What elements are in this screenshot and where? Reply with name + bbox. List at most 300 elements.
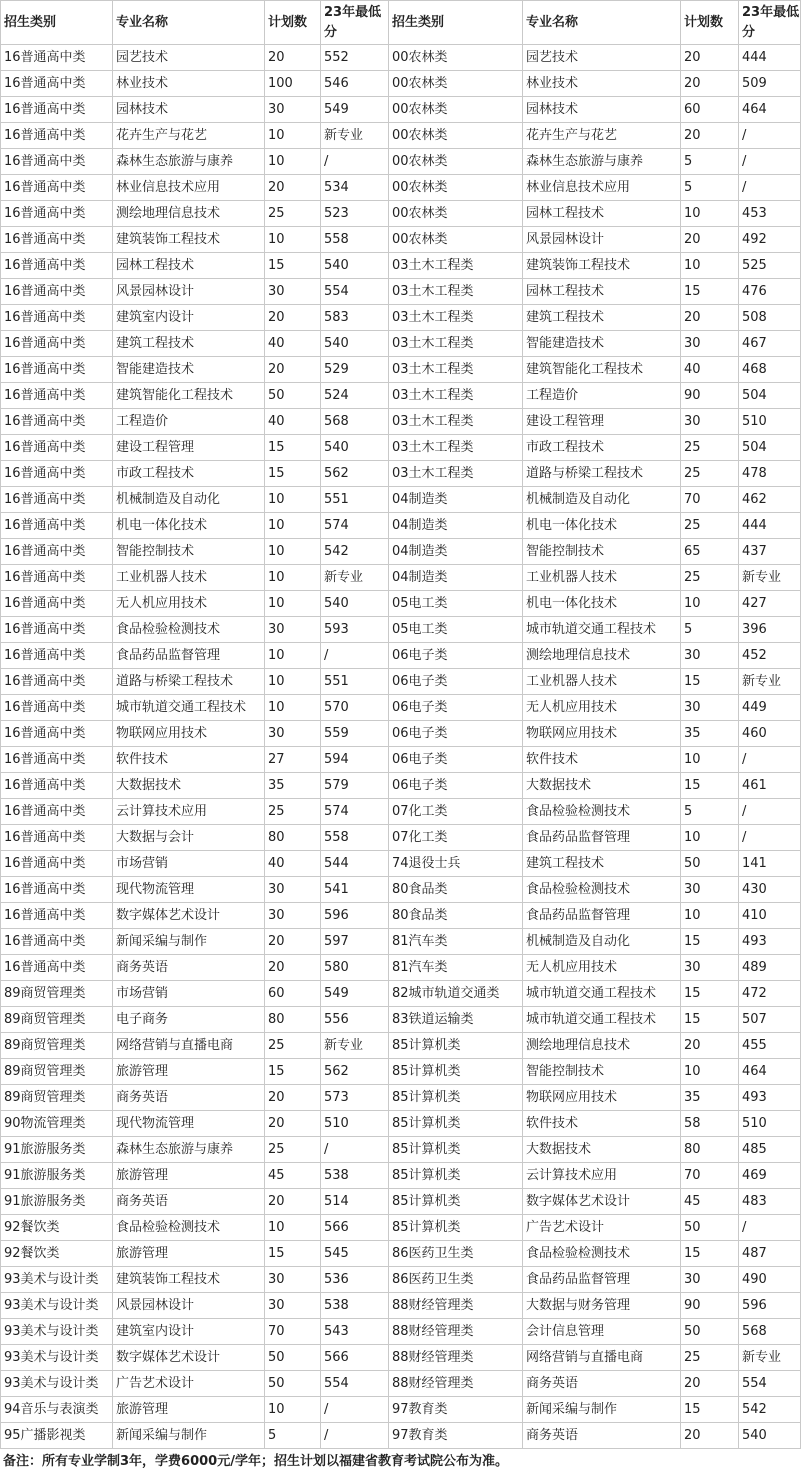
min-score-cell: 540 xyxy=(321,591,389,617)
min-score-cell: 444 xyxy=(739,45,801,71)
table-row xyxy=(1,1059,801,1085)
plan-count-cell: 45 xyxy=(265,1163,321,1189)
plan-count-cell: 50 xyxy=(265,1345,321,1371)
major-cell: 城市轨道交通工程技术 xyxy=(523,981,681,1007)
plan-count-cell: 10 xyxy=(265,643,321,669)
min-score-cell: 510 xyxy=(739,409,801,435)
table-row xyxy=(1,903,801,929)
min-score-cell: 487 xyxy=(739,1241,801,1267)
plan-count-cell: 15 xyxy=(681,279,739,305)
table-row xyxy=(1,201,801,227)
major-cell: 园林工程技术 xyxy=(113,253,265,279)
min-score-cell: / xyxy=(739,747,801,773)
header-row xyxy=(1,1,801,45)
plan-count-cell: 90 xyxy=(681,1293,739,1319)
table-row xyxy=(1,825,801,851)
plan-count-cell: 65 xyxy=(681,539,739,565)
min-score-cell: 483 xyxy=(739,1189,801,1215)
table-row xyxy=(1,1345,801,1371)
min-score-cell: 536 xyxy=(321,1267,389,1293)
min-score-cell: 593 xyxy=(321,617,389,643)
category-cell: 85计算机类 xyxy=(389,1033,523,1059)
plan-count-cell: 10 xyxy=(265,539,321,565)
category-cell: 06电子类 xyxy=(389,669,523,695)
category-cell: 89商贸管理类 xyxy=(1,981,113,1007)
table-row xyxy=(1,175,801,201)
major-cell: 商务英语 xyxy=(113,1189,265,1215)
plan-count-cell: 5 xyxy=(681,799,739,825)
major-cell: 无人机应用技术 xyxy=(113,591,265,617)
min-score-cell: 460 xyxy=(739,721,801,747)
header-min-score-right: 23年最低分 xyxy=(739,1,801,45)
min-score-cell: 558 xyxy=(321,227,389,253)
min-score-cell: 444 xyxy=(739,513,801,539)
plan-count-cell: 20 xyxy=(681,1033,739,1059)
plan-count-cell: 40 xyxy=(265,409,321,435)
min-score-cell: 544 xyxy=(321,851,389,877)
min-score-cell: 新专业 xyxy=(739,669,801,695)
table-row xyxy=(1,1033,801,1059)
header-category-left: 招生类别 xyxy=(1,1,113,45)
plan-count-cell: 58 xyxy=(681,1111,739,1137)
category-cell: 03土木工程类 xyxy=(389,409,523,435)
category-cell: 16普通高中类 xyxy=(1,383,113,409)
table-row xyxy=(1,539,801,565)
min-score-cell: / xyxy=(321,1137,389,1163)
plan-count-cell: 20 xyxy=(265,929,321,955)
major-cell: 工业机器人技术 xyxy=(523,669,681,695)
major-cell: 食品检验检测技术 xyxy=(523,877,681,903)
plan-count-cell: 20 xyxy=(265,955,321,981)
category-cell: 16普通高中类 xyxy=(1,643,113,669)
category-cell: 04制造类 xyxy=(389,539,523,565)
category-cell: 16普通高中类 xyxy=(1,617,113,643)
min-score-cell: 579 xyxy=(321,773,389,799)
category-cell: 16普通高中类 xyxy=(1,45,113,71)
min-score-cell: 504 xyxy=(739,435,801,461)
table-row xyxy=(1,617,801,643)
min-score-cell: 510 xyxy=(321,1111,389,1137)
major-cell: 市场营销 xyxy=(113,851,265,877)
major-cell: 商务英语 xyxy=(523,1423,681,1449)
category-cell: 91旅游服务类 xyxy=(1,1189,113,1215)
plan-count-cell: 30 xyxy=(681,955,739,981)
category-cell: 05电工类 xyxy=(389,617,523,643)
major-cell: 机电一体化技术 xyxy=(113,513,265,539)
category-cell: 16普通高中类 xyxy=(1,929,113,955)
plan-count-cell: 25 xyxy=(681,1345,739,1371)
min-score-cell: 549 xyxy=(321,981,389,1007)
min-score-cell: 559 xyxy=(321,721,389,747)
major-cell: 食品药品监督管理 xyxy=(523,903,681,929)
category-cell: 80食品类 xyxy=(389,877,523,903)
plan-count-cell: 25 xyxy=(681,513,739,539)
category-cell: 94音乐与表演类 xyxy=(1,1397,113,1423)
major-cell: 机电一体化技术 xyxy=(523,591,681,617)
table-row xyxy=(1,45,801,71)
min-score-cell: 523 xyxy=(321,201,389,227)
min-score-cell: / xyxy=(321,1397,389,1423)
header-plan-count-left: 计划数 xyxy=(265,1,321,45)
category-cell: 92餐饮类 xyxy=(1,1215,113,1241)
category-cell: 16普通高中类 xyxy=(1,773,113,799)
min-score-cell: / xyxy=(739,123,801,149)
major-cell: 花卉生产与花艺 xyxy=(523,123,681,149)
table-row xyxy=(1,1267,801,1293)
category-cell: 16普通高中类 xyxy=(1,123,113,149)
min-score-cell: 566 xyxy=(321,1345,389,1371)
major-cell: 智能控制技术 xyxy=(523,1059,681,1085)
major-cell: 会计信息管理 xyxy=(523,1319,681,1345)
plan-count-cell: 15 xyxy=(265,1059,321,1085)
table-row xyxy=(1,929,801,955)
major-cell: 物联网应用技术 xyxy=(113,721,265,747)
min-score-cell: 543 xyxy=(321,1319,389,1345)
table-row xyxy=(1,565,801,591)
category-cell: 16普通高中类 xyxy=(1,539,113,565)
category-cell: 06电子类 xyxy=(389,695,523,721)
major-cell: 网络营销与直播电商 xyxy=(113,1033,265,1059)
plan-count-cell: 27 xyxy=(265,747,321,773)
plan-count-cell: 10 xyxy=(265,123,321,149)
major-cell: 市政工程技术 xyxy=(113,461,265,487)
major-cell: 机械制造及自动化 xyxy=(113,487,265,513)
major-cell: 智能建造技术 xyxy=(523,331,681,357)
category-cell: 00农林类 xyxy=(389,201,523,227)
min-score-cell: / xyxy=(739,1215,801,1241)
major-cell: 花卉生产与花艺 xyxy=(113,123,265,149)
min-score-cell: 476 xyxy=(739,279,801,305)
category-cell: 88财经管理类 xyxy=(389,1371,523,1397)
major-cell: 旅游管理 xyxy=(113,1397,265,1423)
major-cell: 网络营销与直播电商 xyxy=(523,1345,681,1371)
plan-count-cell: 10 xyxy=(265,487,321,513)
table-row xyxy=(1,643,801,669)
header-major-left: 专业名称 xyxy=(113,1,265,45)
major-cell: 食品检验检测技术 xyxy=(523,1241,681,1267)
category-cell: 00农林类 xyxy=(389,149,523,175)
major-cell: 现代物流管理 xyxy=(113,877,265,903)
table-row xyxy=(1,1397,801,1423)
min-score-cell: 573 xyxy=(321,1085,389,1111)
min-score-cell: 540 xyxy=(321,435,389,461)
min-score-cell: 508 xyxy=(739,305,801,331)
plan-count-cell: 50 xyxy=(265,1371,321,1397)
category-cell: 89商贸管理类 xyxy=(1,1059,113,1085)
min-score-cell: 570 xyxy=(321,695,389,721)
major-cell: 建筑室内设计 xyxy=(113,305,265,331)
min-score-cell: 524 xyxy=(321,383,389,409)
table-row xyxy=(1,669,801,695)
plan-count-cell: 10 xyxy=(265,227,321,253)
category-cell: 93美术与设计类 xyxy=(1,1267,113,1293)
plan-count-cell: 30 xyxy=(265,877,321,903)
category-cell: 16普通高中类 xyxy=(1,695,113,721)
table-row xyxy=(1,1163,801,1189)
min-score-cell: 452 xyxy=(739,643,801,669)
min-score-cell: 574 xyxy=(321,513,389,539)
plan-count-cell: 50 xyxy=(681,1319,739,1345)
category-cell: 04制造类 xyxy=(389,565,523,591)
min-score-cell: 562 xyxy=(321,461,389,487)
major-cell: 园林工程技术 xyxy=(523,279,681,305)
category-cell: 95广播影视类 xyxy=(1,1423,113,1449)
major-cell: 广告艺术设计 xyxy=(523,1215,681,1241)
min-score-cell: 552 xyxy=(321,45,389,71)
table-row xyxy=(1,279,801,305)
plan-count-cell: 35 xyxy=(265,773,321,799)
category-cell: 16普通高中类 xyxy=(1,357,113,383)
plan-count-cell: 20 xyxy=(681,1423,739,1449)
table-row xyxy=(1,435,801,461)
plan-count-cell: 30 xyxy=(265,97,321,123)
plan-count-cell: 100 xyxy=(265,71,321,97)
category-cell: 88财经管理类 xyxy=(389,1319,523,1345)
major-cell: 食品检验检测技术 xyxy=(113,617,265,643)
plan-count-cell: 15 xyxy=(681,1241,739,1267)
min-score-cell: 493 xyxy=(739,1085,801,1111)
plan-count-cell: 25 xyxy=(681,435,739,461)
table-row xyxy=(1,851,801,877)
plan-count-cell: 15 xyxy=(265,1241,321,1267)
major-cell: 物联网应用技术 xyxy=(523,721,681,747)
min-score-cell: 427 xyxy=(739,591,801,617)
plan-count-cell: 20 xyxy=(265,357,321,383)
min-score-cell: 549 xyxy=(321,97,389,123)
min-score-cell: 141 xyxy=(739,851,801,877)
major-cell: 新闻采编与制作 xyxy=(113,929,265,955)
category-cell: 88财经管理类 xyxy=(389,1293,523,1319)
category-cell: 16普通高中类 xyxy=(1,71,113,97)
major-cell: 电子商务 xyxy=(113,1007,265,1033)
major-cell: 广告艺术设计 xyxy=(113,1371,265,1397)
min-score-cell: 580 xyxy=(321,955,389,981)
major-cell: 森林生态旅游与康养 xyxy=(523,149,681,175)
plan-count-cell: 50 xyxy=(265,383,321,409)
min-score-cell: 472 xyxy=(739,981,801,1007)
table-row xyxy=(1,955,801,981)
major-cell: 园艺技术 xyxy=(523,45,681,71)
category-cell: 00农林类 xyxy=(389,227,523,253)
major-cell: 工程造价 xyxy=(523,383,681,409)
min-score-cell: 594 xyxy=(321,747,389,773)
major-cell: 建筑工程技术 xyxy=(523,851,681,877)
plan-count-cell: 45 xyxy=(681,1189,739,1215)
table-row xyxy=(1,1189,801,1215)
major-cell: 食品检验检测技术 xyxy=(523,799,681,825)
category-cell: 16普通高中类 xyxy=(1,721,113,747)
plan-count-cell: 10 xyxy=(265,669,321,695)
major-cell: 风景园林设计 xyxy=(113,279,265,305)
min-score-cell: 464 xyxy=(739,1059,801,1085)
major-cell: 机电一体化技术 xyxy=(523,513,681,539)
category-cell: 16普通高中类 xyxy=(1,747,113,773)
major-cell: 商务英语 xyxy=(523,1371,681,1397)
category-cell: 16普通高中类 xyxy=(1,305,113,331)
plan-count-cell: 20 xyxy=(681,71,739,97)
plan-count-cell: 70 xyxy=(681,487,739,513)
category-cell: 93美术与设计类 xyxy=(1,1371,113,1397)
min-score-cell: 551 xyxy=(321,487,389,513)
table-row xyxy=(1,227,801,253)
plan-count-cell: 20 xyxy=(265,1111,321,1137)
category-cell: 03土木工程类 xyxy=(389,253,523,279)
min-score-cell: 469 xyxy=(739,1163,801,1189)
major-cell: 建设工程管理 xyxy=(523,409,681,435)
plan-count-cell: 10 xyxy=(265,565,321,591)
plan-count-cell: 30 xyxy=(681,409,739,435)
min-score-cell: 556 xyxy=(321,1007,389,1033)
min-score-cell: 453 xyxy=(739,201,801,227)
plan-count-cell: 10 xyxy=(265,149,321,175)
category-cell: 16普通高中类 xyxy=(1,799,113,825)
table-row xyxy=(1,747,801,773)
category-cell: 89商贸管理类 xyxy=(1,1033,113,1059)
category-cell: 16普通高中类 xyxy=(1,825,113,851)
footnote: 备注：所有专业学制3年，学费6000元/学年；招生计划以福建省教育考试院公布为准。 xyxy=(3,1454,508,1469)
major-cell: 建筑工程技术 xyxy=(113,331,265,357)
major-cell: 机械制造及自动化 xyxy=(523,487,681,513)
min-score-cell: 507 xyxy=(739,1007,801,1033)
major-cell: 森林生态旅游与康养 xyxy=(113,149,265,175)
min-score-cell: 492 xyxy=(739,227,801,253)
min-score-cell: 410 xyxy=(739,903,801,929)
category-cell: 16普通高中类 xyxy=(1,461,113,487)
plan-count-cell: 30 xyxy=(681,1267,739,1293)
min-score-cell: 558 xyxy=(321,825,389,851)
plan-count-cell: 5 xyxy=(681,175,739,201)
plan-count-cell: 40 xyxy=(265,851,321,877)
category-cell: 16普通高中类 xyxy=(1,227,113,253)
major-cell: 软件技术 xyxy=(113,747,265,773)
major-cell: 工业机器人技术 xyxy=(113,565,265,591)
plan-count-cell: 10 xyxy=(681,1059,739,1085)
table-row xyxy=(1,461,801,487)
plan-count-cell: 10 xyxy=(681,903,739,929)
min-score-cell: 新专业 xyxy=(321,123,389,149)
category-cell: 00农林类 xyxy=(389,45,523,71)
plan-count-cell: 15 xyxy=(681,773,739,799)
category-cell: 85计算机类 xyxy=(389,1137,523,1163)
plan-count-cell: 15 xyxy=(265,435,321,461)
category-cell: 89商贸管理类 xyxy=(1,1085,113,1111)
major-cell: 测绘地理信息技术 xyxy=(113,201,265,227)
min-score-cell: 540 xyxy=(321,253,389,279)
min-score-cell: 468 xyxy=(739,357,801,383)
min-score-cell: 554 xyxy=(321,1371,389,1397)
header-plan-count-right: 计划数 xyxy=(681,1,739,45)
min-score-cell: 464 xyxy=(739,97,801,123)
min-score-cell: 新专业 xyxy=(739,565,801,591)
table-row xyxy=(1,383,801,409)
category-cell: 03土木工程类 xyxy=(389,357,523,383)
major-cell: 数字媒体艺术设计 xyxy=(113,903,265,929)
major-cell: 林业信息技术应用 xyxy=(113,175,265,201)
category-cell: 03土木工程类 xyxy=(389,383,523,409)
min-score-cell: 461 xyxy=(739,773,801,799)
major-cell: 大数据技术 xyxy=(523,773,681,799)
category-cell: 85计算机类 xyxy=(389,1189,523,1215)
category-cell: 03土木工程类 xyxy=(389,305,523,331)
major-cell: 大数据与会计 xyxy=(113,825,265,851)
category-cell: 91旅游服务类 xyxy=(1,1137,113,1163)
min-score-cell: 540 xyxy=(739,1423,801,1449)
major-cell: 无人机应用技术 xyxy=(523,955,681,981)
category-cell: 00农林类 xyxy=(389,71,523,97)
min-score-cell: / xyxy=(739,149,801,175)
table-row xyxy=(1,1293,801,1319)
major-cell: 园艺技术 xyxy=(113,45,265,71)
category-cell: 92餐饮类 xyxy=(1,1241,113,1267)
category-cell: 04制造类 xyxy=(389,487,523,513)
table-row xyxy=(1,487,801,513)
major-cell: 商务英语 xyxy=(113,1085,265,1111)
major-cell: 大数据技术 xyxy=(523,1137,681,1163)
table-row xyxy=(1,721,801,747)
header-major-right: 专业名称 xyxy=(523,1,681,45)
plan-count-cell: 60 xyxy=(265,981,321,1007)
min-score-cell: / xyxy=(321,643,389,669)
min-score-cell: 396 xyxy=(739,617,801,643)
plan-count-cell: 10 xyxy=(681,747,739,773)
category-cell: 16普通高中类 xyxy=(1,669,113,695)
min-score-cell: / xyxy=(321,149,389,175)
major-cell: 园林工程技术 xyxy=(523,201,681,227)
major-cell: 旅游管理 xyxy=(113,1163,265,1189)
table-row xyxy=(1,1007,801,1033)
major-cell: 大数据与财务管理 xyxy=(523,1293,681,1319)
plan-count-cell: 20 xyxy=(265,45,321,71)
plan-count-cell: 20 xyxy=(681,227,739,253)
major-cell: 数字媒体艺术设计 xyxy=(113,1345,265,1371)
major-cell: 城市轨道交通工程技术 xyxy=(523,1007,681,1033)
table-row xyxy=(1,123,801,149)
category-cell: 16普通高中类 xyxy=(1,253,113,279)
category-cell: 97教育类 xyxy=(389,1423,523,1449)
major-cell: 林业信息技术应用 xyxy=(523,175,681,201)
category-cell: 16普通高中类 xyxy=(1,435,113,461)
plan-count-cell: 20 xyxy=(265,1085,321,1111)
major-cell: 食品检验检测技术 xyxy=(113,1215,265,1241)
table-row xyxy=(1,1137,801,1163)
plan-count-cell: 10 xyxy=(681,825,739,851)
major-cell: 新闻采编与制作 xyxy=(113,1423,265,1449)
major-cell: 森林生态旅游与康养 xyxy=(113,1137,265,1163)
category-cell: 03土木工程类 xyxy=(389,435,523,461)
table-row xyxy=(1,149,801,175)
category-cell: 16普通高中类 xyxy=(1,955,113,981)
min-score-cell: 538 xyxy=(321,1163,389,1189)
plan-count-cell: 15 xyxy=(681,981,739,1007)
plan-count-cell: 20 xyxy=(265,1189,321,1215)
major-cell: 园林技术 xyxy=(523,97,681,123)
category-cell: 93美术与设计类 xyxy=(1,1345,113,1371)
category-cell: 16普通高中类 xyxy=(1,487,113,513)
min-score-cell: 551 xyxy=(321,669,389,695)
category-cell: 74退役士兵 xyxy=(389,851,523,877)
major-cell: 食品药品监督管理 xyxy=(523,825,681,851)
min-score-cell: 新专业 xyxy=(739,1345,801,1371)
category-cell: 82城市轨道交通类 xyxy=(389,981,523,1007)
plan-count-cell: 50 xyxy=(681,1215,739,1241)
category-cell: 16普通高中类 xyxy=(1,149,113,175)
major-cell: 云计算技术应用 xyxy=(113,799,265,825)
plan-count-cell: 40 xyxy=(265,331,321,357)
header-category-right: 招生类别 xyxy=(389,1,523,45)
category-cell: 83铁道运输类 xyxy=(389,1007,523,1033)
category-cell: 85计算机类 xyxy=(389,1111,523,1137)
major-cell: 云计算技术应用 xyxy=(523,1163,681,1189)
